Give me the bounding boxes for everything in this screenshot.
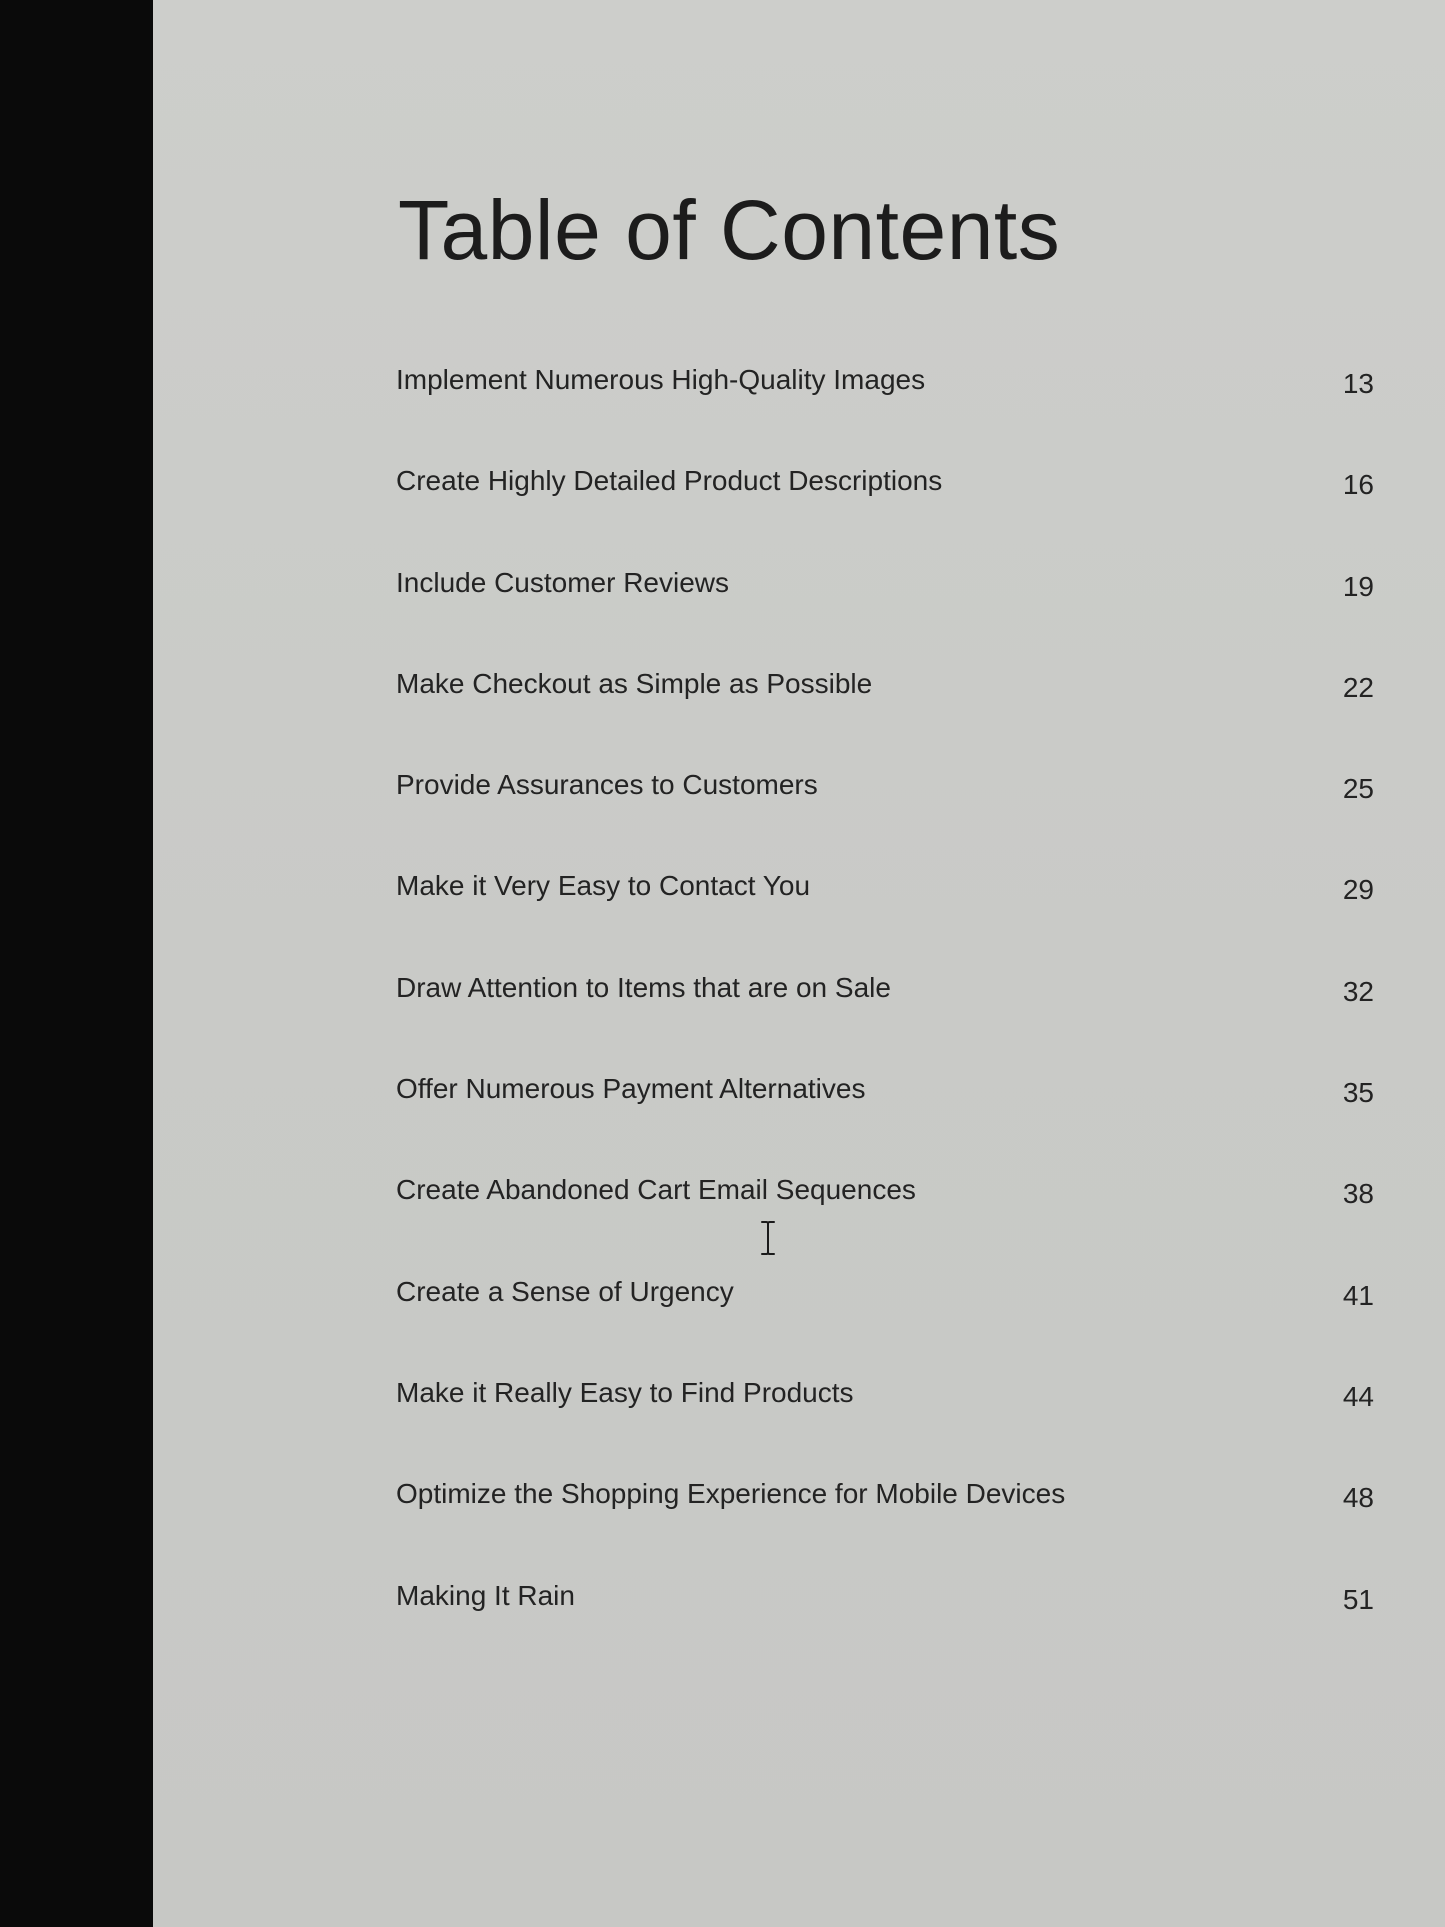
left-bezel: [0, 0, 153, 1927]
toc-entry-page-number: 51: [1342, 1583, 1374, 1615]
toc-entry[interactable]: [396, 461, 1396, 562]
toc-entry-label: Create Abandoned Cart Email Sequences: [396, 1174, 916, 1206]
toc-entry-label: Making It Rain: [396, 1579, 575, 1611]
toc-entry[interactable]: [396, 360, 1396, 461]
toc-entry-label: Make it Really Easy to Find Products: [396, 1376, 854, 1408]
toc-entry-page-number: 32: [1342, 975, 1374, 1007]
toc-entry[interactable]: [396, 1170, 1396, 1271]
toc-entry-label: Provide Assurances to Customers: [396, 769, 818, 801]
toc-entry[interactable]: [396, 1069, 1396, 1170]
toc-entry[interactable]: [396, 1474, 1396, 1575]
text-cursor-icon: [759, 1220, 777, 1256]
toc-entry-page-number: 22: [1342, 671, 1374, 703]
toc-entry-label: Offer Numerous Payment Alternatives: [396, 1073, 866, 1105]
toc-entry-label: Implement Numerous High-Quality Images: [396, 364, 926, 395]
toc-entry-page-number: 38: [1342, 1178, 1374, 1210]
toc-entry-label: Create a Sense of Urgency: [396, 1275, 734, 1307]
toc-entry[interactable]: [396, 866, 1396, 967]
toc-entry-label: Make it Very Easy to Contact You: [396, 870, 811, 902]
toc-entry[interactable]: [396, 968, 1396, 1069]
toc-entry-label: Make Checkout as Simple as Possible: [396, 667, 873, 699]
page-title: Table of Contents: [398, 183, 1061, 277]
toc-entry[interactable]: [396, 1373, 1396, 1474]
toc-entry-label: Include Customer Reviews: [396, 566, 730, 598]
toc-entry-page-number: 35: [1342, 1077, 1374, 1109]
document-page[interactable]: [153, 0, 1445, 1927]
toc-entry-page-number: 16: [1342, 469, 1374, 501]
toc-entry-page-number: 13: [1342, 368, 1374, 399]
toc-entry-page-number: 44: [1342, 1380, 1374, 1412]
toc-entry-page-number: 25: [1342, 773, 1374, 805]
toc-entry-page-number: 48: [1342, 1482, 1374, 1514]
toc-entry[interactable]: [396, 1576, 1396, 1677]
toc-entry-page-number: 29: [1342, 874, 1374, 906]
toc-entry[interactable]: [396, 563, 1396, 664]
toc-entry-page-number: 19: [1342, 570, 1374, 602]
toc-entry[interactable]: [396, 765, 1396, 866]
toc-entry-label: Create Highly Detailed Product Descriptions: [396, 465, 943, 497]
toc-entry-page-number: 41: [1342, 1279, 1374, 1311]
toc-list: [396, 360, 1396, 1677]
toc-entry-label: Draw Attention to Items that are on Sale: [396, 971, 891, 1003]
toc-entry-label: Optimize the Shopping Experience for Mobile Devices: [396, 1478, 1066, 1510]
toc-entry[interactable]: [396, 664, 1396, 765]
toc-entry[interactable]: [396, 1272, 1396, 1373]
